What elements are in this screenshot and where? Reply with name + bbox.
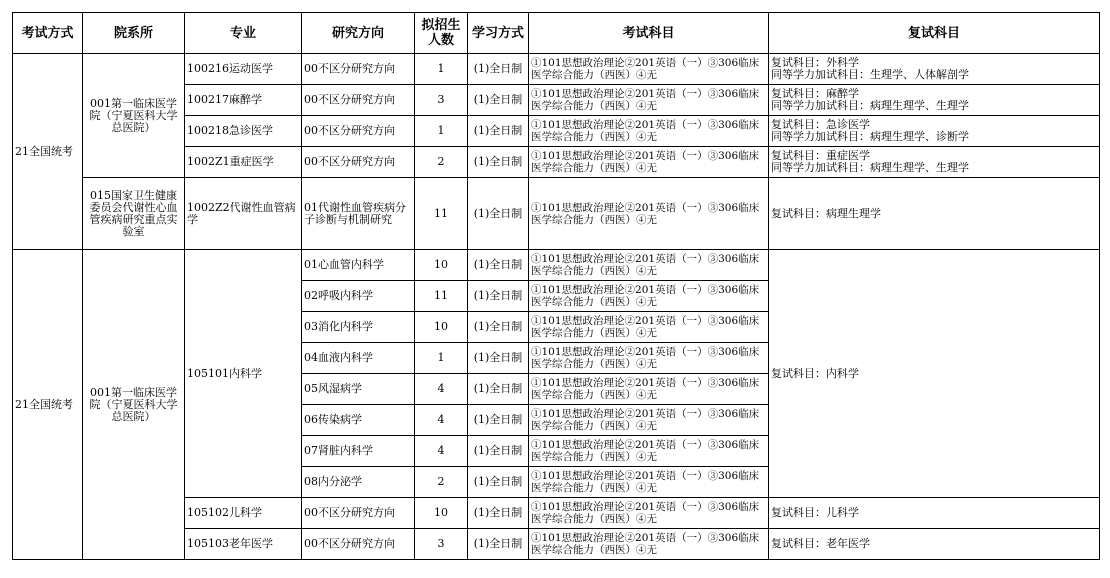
quota-cell: 4 — [415, 436, 468, 467]
study-mode-cell: (1)全日制 — [468, 467, 529, 498]
retest-subjects-cell: 复试科目：病理生理学 — [769, 178, 1100, 250]
table-row — [13, 250, 1100, 281]
exam-subjects-cell: ①101思想政治理论②201英语（一）③306临床医学综合能力（西医）④无 — [529, 54, 769, 85]
header-retest-subjects: 复试科目 — [769, 13, 1100, 54]
header-row — [13, 13, 1100, 54]
research-direction-cell: 01心血管内科学 — [302, 250, 415, 281]
department-cell: 001第一临床医学院（宁夏医科大学总医院） — [83, 54, 185, 178]
exam-method-cell: 21全国统考 — [13, 54, 83, 250]
study-mode-cell: (1)全日制 — [468, 116, 529, 147]
study-mode-cell: (1)全日制 — [468, 312, 529, 343]
major-cell: 1002Z2代谢性血管病学 — [185, 178, 302, 250]
study-mode-cell: (1)全日制 — [468, 178, 529, 250]
research-direction-cell: 01代谢性血管疾病分子诊断与机制研究 — [302, 178, 415, 250]
research-direction-cell: 04血液内科学 — [302, 343, 415, 374]
header-study-mode: 学习方式 — [468, 13, 529, 54]
exam-subjects-cell: ①101思想政治理论②201英语（一）③306临床医学综合能力（西医）④无 — [529, 467, 769, 498]
header-department: 院系所 — [83, 13, 185, 54]
header-quota: 拟招生人数 — [415, 13, 468, 54]
exam-subjects-cell: ①101思想政治理论②201英语（一）③306临床医学综合能力（西医）④无 — [529, 436, 769, 467]
research-direction-cell: 08内分泌学 — [302, 467, 415, 498]
major-cell: 105103老年医学 — [185, 529, 302, 560]
exam-subjects-cell: ①101思想政治理论②201英语（一）③306临床医学综合能力（西医）④无 — [529, 374, 769, 405]
exam-subjects-cell: ①101思想政治理论②201英语（一）③306临床医学综合能力（西医）④无 — [529, 405, 769, 436]
major-cell: 100218急诊医学 — [185, 116, 302, 147]
study-mode-cell: (1)全日制 — [468, 498, 529, 529]
research-direction-cell: 02呼吸内科学 — [302, 281, 415, 312]
exam-subjects-cell: ①101思想政治理论②201英语（一）③306临床医学综合能力（西医）④无 — [529, 343, 769, 374]
quota-cell: 10 — [415, 312, 468, 343]
admissions-table — [12, 12, 1100, 560]
exam-method-cell: 21全国统考 — [13, 250, 83, 560]
exam-subjects-cell: ①101思想政治理论②201英语（一）③306临床医学综合能力（西医）④无 — [529, 529, 769, 560]
retest-subjects-cell: 复试科目：儿科学 — [769, 498, 1100, 529]
quota-cell: 1 — [415, 343, 468, 374]
research-direction-cell: 05风湿病学 — [302, 374, 415, 405]
exam-subjects-cell: ①101思想政治理论②201英语（一）③306临床医学综合能力（西医）④无 — [529, 281, 769, 312]
study-mode-cell: (1)全日制 — [468, 85, 529, 116]
exam-subjects-cell: ①101思想政治理论②201英语（一）③306临床医学综合能力（西医）④无 — [529, 250, 769, 281]
department-cell: 015国家卫生健康委员会代谢性心血管疾病研究重点实验室 — [83, 178, 185, 250]
department-cell: 001第一临床医学院（宁夏医科大学总医院） — [83, 250, 185, 560]
study-mode-cell: (1)全日制 — [468, 374, 529, 405]
quota-cell: 11 — [415, 281, 468, 312]
quota-cell: 3 — [415, 85, 468, 116]
quota-cell: 4 — [415, 405, 468, 436]
table-body — [13, 54, 1100, 560]
research-direction-cell: 07肾脏内科学 — [302, 436, 415, 467]
header-exam-subjects: 考试科目 — [529, 13, 769, 54]
research-direction-cell: 00不区分研究方向 — [302, 85, 415, 116]
study-mode-cell: (1)全日制 — [468, 436, 529, 467]
major-cell: 100217麻醉学 — [185, 85, 302, 116]
exam-subjects-cell: ①101思想政治理论②201英语（一）③306临床医学综合能力（西医）④无 — [529, 85, 769, 116]
retest-subjects-cell: 复试科目：重症医学 同等学力加试科目：病理生理学、生理学 — [769, 147, 1100, 178]
header-exam-method: 考试方式 — [13, 13, 83, 54]
research-direction-cell: 00不区分研究方向 — [302, 147, 415, 178]
quota-cell: 11 — [415, 178, 468, 250]
major-cell: 105101内科学 — [185, 250, 302, 498]
exam-subjects-cell: ①101思想政治理论②201英语（一）③306临床医学综合能力（西医）④无 — [529, 178, 769, 250]
study-mode-cell: (1)全日制 — [468, 250, 529, 281]
quota-cell: 2 — [415, 147, 468, 178]
table-row — [13, 54, 1100, 85]
quota-cell: 2 — [415, 467, 468, 498]
quota-cell: 10 — [415, 498, 468, 529]
quota-cell: 10 — [415, 250, 468, 281]
quota-cell: 1 — [415, 54, 468, 85]
major-cell: 105102儿科学 — [185, 498, 302, 529]
study-mode-cell: (1)全日制 — [468, 54, 529, 85]
header-major: 专业 — [185, 13, 302, 54]
quota-cell: 1 — [415, 116, 468, 147]
major-cell: 100216运动医学 — [185, 54, 302, 85]
table-row — [13, 178, 1100, 250]
study-mode-cell: (1)全日制 — [468, 343, 529, 374]
exam-subjects-cell: ①101思想政治理论②201英语（一）③306临床医学综合能力（西医）④无 — [529, 147, 769, 178]
research-direction-cell: 00不区分研究方向 — [302, 54, 415, 85]
research-direction-cell: 00不区分研究方向 — [302, 498, 415, 529]
retest-subjects-cell: 复试科目：急诊医学 同等学力加试科目：病理生理学、诊断学 — [769, 116, 1100, 147]
quota-cell: 4 — [415, 374, 468, 405]
study-mode-cell: (1)全日制 — [468, 529, 529, 560]
retest-subjects-cell: 复试科目：外科学 同等学力加试科目：生理学、人体解剖学 — [769, 54, 1100, 85]
study-mode-cell: (1)全日制 — [468, 405, 529, 436]
research-direction-cell: 00不区分研究方向 — [302, 529, 415, 560]
research-direction-cell: 00不区分研究方向 — [302, 116, 415, 147]
retest-subjects-cell: 复试科目：老年医学 — [769, 529, 1100, 560]
research-direction-cell: 03消化内科学 — [302, 312, 415, 343]
study-mode-cell: (1)全日制 — [468, 281, 529, 312]
retest-subjects-cell: 复试科目：麻醉学 同等学力加试科目：病理生理学、生理学 — [769, 85, 1100, 116]
exam-subjects-cell: ①101思想政治理论②201英语（一）③306临床医学综合能力（西医）④无 — [529, 116, 769, 147]
retest-subjects-cell: 复试科目：内科学 — [769, 250, 1100, 498]
research-direction-cell: 06传染病学 — [302, 405, 415, 436]
admissions-table-container — [12, 12, 1100, 560]
study-mode-cell: (1)全日制 — [468, 147, 529, 178]
exam-subjects-cell: ①101思想政治理论②201英语（一）③306临床医学综合能力（西医）④无 — [529, 312, 769, 343]
major-cell: 1002Z1重症医学 — [185, 147, 302, 178]
header-research-direction: 研究方向 — [302, 13, 415, 54]
exam-subjects-cell: ①101思想政治理论②201英语（一）③306临床医学综合能力（西医）④无 — [529, 498, 769, 529]
quota-cell: 3 — [415, 529, 468, 560]
